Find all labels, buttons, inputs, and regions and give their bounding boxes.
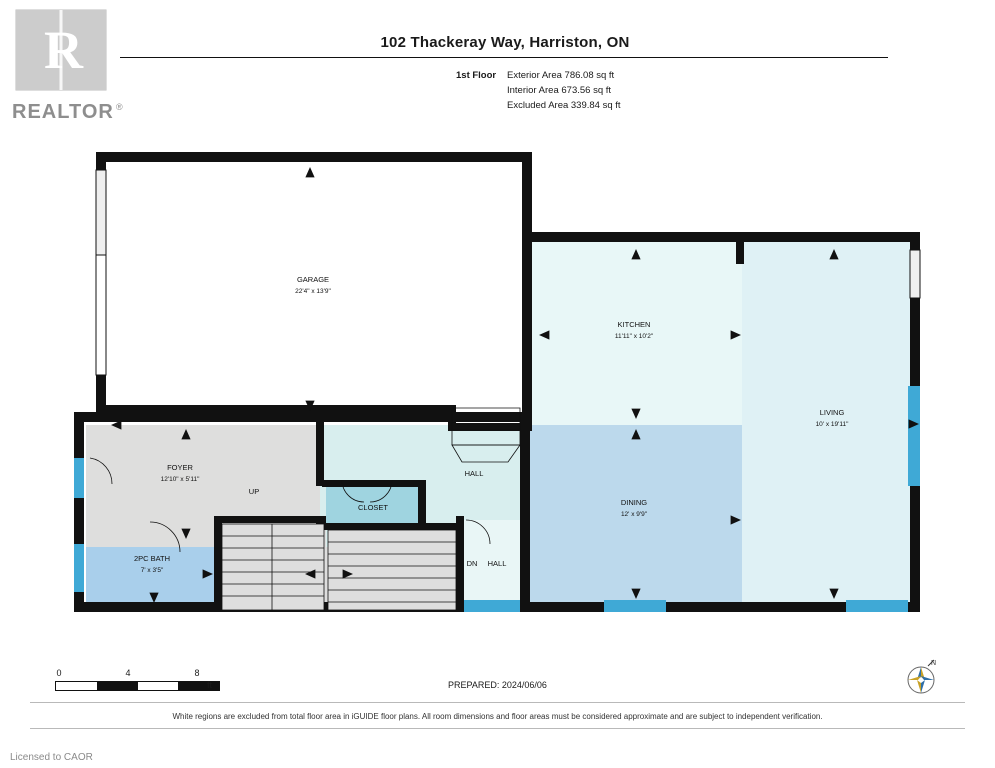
stair-label-up: UP <box>248 487 260 496</box>
svg-text:10' x 19'11": 10' x 19'11" <box>815 421 849 428</box>
scale-unit: ft <box>207 680 213 690</box>
svg-text:11'11" x 10'2": 11'11" x 10'2" <box>614 333 654 340</box>
floor-label: 1st Floor <box>456 70 497 81</box>
exterior-area: Exterior Area 786.08 sq ft <box>507 70 615 81</box>
svg-text:22'4" x 13'9": 22'4" x 13'9" <box>295 288 331 295</box>
scale-tick-1: 4 <box>125 668 131 678</box>
svg-text:GARAGE: GARAGE <box>296 275 330 284</box>
room-label-closet: CLOSET <box>357 503 389 512</box>
footer-divider-bottom <box>30 728 965 729</box>
room-label-hall: HALL <box>464 469 484 478</box>
svg-text:KITCHEN: KITCHEN <box>617 320 651 329</box>
disclaimer-text: White regions are excluded from total floor area in iGUIDE floor plans. All room dimensions and floor areas must be considered approximate and are subject to independent verification. <box>172 712 823 721</box>
svg-text:2PC BATH: 2PC BATH <box>133 554 171 563</box>
svg-text:REALTOR: REALTOR <box>12 101 114 123</box>
svg-text:R: R <box>44 20 83 80</box>
licensed-text: Licensed to CAOR <box>10 752 93 763</box>
svg-text:LIVING: LIVING <box>819 408 845 417</box>
area-summary <box>507 68 621 113</box>
excluded-area: Excluded Area 339.84 sq ft <box>507 100 621 111</box>
page-title: 102 Thackeray Way, Harriston, ON <box>380 34 630 51</box>
room-label-hall-2: HALL <box>487 559 507 568</box>
compass-rose <box>900 655 946 701</box>
svg-text:7' x 3'5": 7' x 3'5" <box>140 567 164 574</box>
stair-label-down: DN <box>466 559 478 568</box>
svg-text:12' x 9'9": 12' x 9'9" <box>620 511 648 518</box>
interior-area: Interior Area 673.56 sq ft <box>507 85 612 96</box>
realtor-logo <box>8 6 126 131</box>
svg-text:®: ® <box>116 102 123 112</box>
svg-text:DINING: DINING <box>620 498 648 507</box>
prepared-date: PREPARED: 2024/06/06 <box>448 680 547 690</box>
scale-tick-0: 0 <box>56 668 62 678</box>
svg-text:FOYER: FOYER <box>167 463 193 472</box>
svg-text:N: N <box>931 660 937 667</box>
svg-text:12'10" x 5'11": 12'10" x 5'11" <box>160 476 200 483</box>
footer-divider-top <box>30 702 965 703</box>
scale-tick-2: 8 <box>194 668 200 678</box>
floor-plan-drawing <box>0 140 995 640</box>
title-divider <box>120 57 888 58</box>
